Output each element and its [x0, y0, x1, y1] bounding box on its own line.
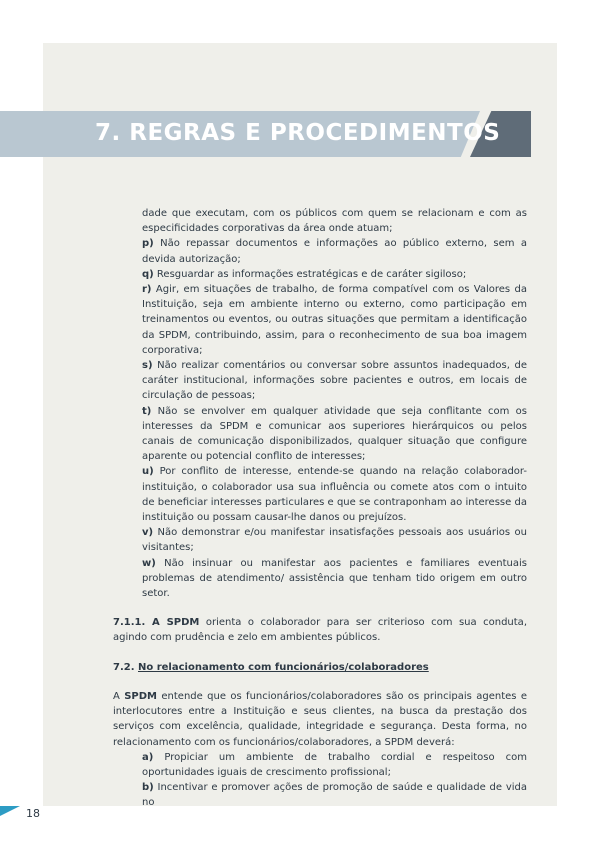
list-item: s) Não realizar comentários ou conversar sobre assuntos inadequados, de caráter institucional, informações sobre pacientes e outros, em locais de circulação de pessoas; [142, 360, 527, 402]
list-item: q) Resguardar as informações estratégicas e de caráter sigiloso; [142, 268, 467, 280]
list-item: b) Incentivar e promover ações de promoção de saúde e qualidade de vida no [142, 782, 527, 809]
list-item: dade que executam, com os públicos com quem se relacionam e com as especificidades corporativas da área onde atuam; [142, 208, 527, 235]
page-number: 18 [26, 807, 40, 820]
document-body [113, 206, 527, 811]
list-item: u) Por conflito de interesse, entende-se quando na relação colaborador-instituição, o colaborador usa sua influência ou comete atos com o intuito de beneficiar interesses particulares e que se contraponham ao interesse da instituição ou possam causar-lhe danos ou prejuízos. [142, 466, 528, 524]
list-item: w) Não insinuar ou manifestar aos pacientes e familiares eventuais problemas de atendimento/ assistência que tenham tido origem em outro setor. [142, 557, 527, 600]
footer-accent-tab [0, 806, 20, 816]
list-item: t) Não se envolver em qualquer atividade que seja conflitante com os interesses da SPDM e comunicar aos superiores hierárquicos ou pelos canais de comunicação disponibilizados, qualquer situação que configure aparente ou potencial conflito de interesses; [142, 405, 527, 463]
section-title: 7. REGRAS E PROCEDIMENTOS [95, 120, 501, 146]
list-item: p) Não repassar documentos e informações ao público externo, sem a devida autorização; [142, 238, 527, 265]
list-item: r) Agir, em situações de trabalho, de forma compatível com os Valores da Instituição, seja em ambiente interno ou externo, como participação em treinamentos ou eventos, ou outras situações que permitam a identificação da SPDM, contribuindo, assim, para o reconhecimento de sua boa imagem corporativa; [142, 284, 527, 356]
list-item: a) Propiciar um ambiente de trabalho cordial e respeitoso com oportunidades iguais de crescimento profissional; [142, 751, 528, 778]
paragraph-7-1-1: 7.1.1. A SPDM orienta o colaborador para ser criterioso com sua conduta, agindo com prudência e zelo em ambientes públicos. [113, 617, 527, 644]
list-item: v) Não demonstrar e/ou manifestar insatisfações pessoais aos usuários ou visitantes; [142, 527, 527, 554]
paragraph-7-2: A SPDM entende que os funcionários/colaboradores são os principais agentes e interlocutores entre a Instituição e seus clientes, na busca da prestação dos serviços com excelência, qualidade, integridade e segurança. Desta forma, no relacionamento com os funcionários/colaboradores, a SPDM deverá: [113, 690, 527, 748]
subsection-heading: 7.2. No relacionamento com funcionários/colaboradores [113, 661, 429, 673]
